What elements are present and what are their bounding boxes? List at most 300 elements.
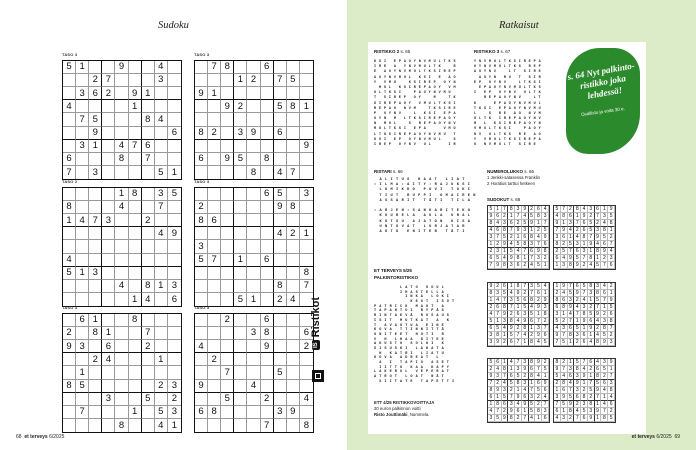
solution-cell: 1 — [508, 283, 515, 290]
sudoku-cell — [155, 314, 168, 327]
sudoku-cell — [129, 166, 142, 179]
solution-cell: 2 — [588, 304, 595, 311]
sudoku-cell — [89, 293, 102, 306]
sudoku-cell — [168, 87, 181, 100]
ristari-row: • A R J E N • S A N K A R I T E K O — [374, 209, 471, 214]
sudoku-cell — [115, 380, 128, 393]
sudoku-cell — [129, 201, 142, 214]
solution-cell: 6 — [488, 394, 495, 401]
solution-cell: 3 — [502, 387, 509, 394]
crossword-row: I R E A Y N V M U L T K R — [374, 65, 459, 70]
solution-cell: 4 — [502, 380, 509, 387]
sudoku-cell: 1 — [89, 140, 102, 153]
solution-cell: 8 — [581, 394, 588, 401]
crossword-row: L S R E A O N V M — [474, 111, 544, 116]
sudoku-cell — [102, 293, 115, 306]
solution-cell: 9 — [574, 380, 581, 387]
solution-cell: 7 — [542, 220, 549, 227]
sudoku-cell: 7 — [76, 113, 89, 126]
sudoku-cell — [247, 61, 260, 74]
solution-cell: 6 — [515, 311, 522, 318]
solution-cell: 4 — [588, 262, 595, 269]
sudoku-cell — [221, 280, 234, 293]
solution-cell: 9 — [542, 297, 549, 304]
sudoku-cell — [247, 366, 260, 379]
sudoku-cell — [300, 406, 313, 419]
solution-cell: 5 — [554, 373, 561, 380]
solution-cell: 4 — [488, 227, 495, 234]
solution-cell: 8 — [588, 283, 595, 290]
sudoku-cell — [155, 153, 168, 166]
sudoku-cell: 3 — [168, 380, 181, 393]
solution-cell: 3 — [554, 234, 561, 241]
solution-cell: 9 — [581, 373, 588, 380]
sudoku-cell — [300, 74, 313, 87]
ristari-row: K U T S U A J A T O N K I S A — [374, 219, 471, 224]
brand-badge: IS — [313, 342, 319, 348]
solution-cell: 4 — [601, 220, 608, 227]
solution-cell: 2 — [522, 262, 529, 269]
solution-cell: 3 — [601, 318, 608, 325]
solution-cell: 5 — [581, 283, 588, 290]
sudoku-cell — [208, 240, 221, 253]
sudoku-cell: 4 — [63, 254, 76, 267]
sudoku-cell — [63, 188, 76, 201]
solution-cell: 9 — [588, 325, 595, 332]
sudoku-cell — [63, 419, 76, 432]
palkinto-row: A I T A P I O A S E T — [374, 361, 450, 365]
solution-cell: 9 — [554, 220, 561, 227]
sudoku-cell — [89, 406, 102, 419]
sudoku-cell — [261, 127, 274, 140]
solution-cell: 2 — [601, 373, 608, 380]
crossword-row: P O Y N V L K S I E P A — [374, 111, 459, 116]
sudoku-cell: 4 — [76, 214, 89, 227]
solution-cell: 1 — [608, 290, 615, 297]
solution-cell: 5 — [542, 227, 549, 234]
sudoku-cell — [102, 366, 115, 379]
sudoku-cell — [63, 280, 76, 293]
solution-cell: 7 — [568, 248, 575, 255]
sudoku-cell: 5 — [195, 254, 208, 267]
crossword-row: Y N V M U L T K S I R E P A — [474, 60, 544, 64]
sudoku-cell — [89, 100, 102, 113]
brand-name: Ristikot — [310, 296, 322, 338]
sudoku-cell — [102, 166, 115, 179]
sudoku-cell — [221, 267, 234, 280]
sudoku-cell: 5 — [274, 100, 287, 113]
solution-cell: 7 — [554, 227, 561, 234]
sudoku-cell — [102, 267, 115, 280]
solution-cell: 3 — [495, 290, 502, 297]
sudoku-cell — [300, 353, 313, 366]
sudoku-cell — [234, 314, 247, 327]
sudoku-cell — [142, 201, 155, 214]
solution-cell: 1 — [561, 220, 568, 227]
solution-cell: 9 — [554, 366, 561, 373]
sudoku-cell: 3 — [89, 267, 102, 280]
sudoku-cell — [274, 140, 287, 153]
sudoku-cell: 2 — [142, 340, 155, 353]
solution-cell: 3 — [568, 366, 575, 373]
solution-cell: 2 — [561, 241, 568, 248]
sudoku-cell: 9 — [221, 100, 234, 113]
solution-cell: 6 — [508, 220, 515, 227]
solution-cell: 1 — [529, 325, 536, 332]
et-terveys-label: ET TERVEYS 5/25 — [374, 268, 412, 273]
sudoku-cell — [142, 227, 155, 240]
solution-cell: 6 — [508, 373, 515, 380]
sudoku-cell — [261, 406, 274, 419]
solution-cell: 3 — [522, 311, 529, 318]
solution-cell: 4 — [529, 415, 536, 422]
solution-cell: 1 — [588, 373, 595, 380]
solution-cell: 7 — [574, 311, 581, 318]
solution-cell: 8 — [488, 220, 495, 227]
sudoku-cell: 7 — [208, 61, 221, 74]
solution-cell: 6 — [574, 283, 581, 290]
sudoku-cell: 4 — [142, 293, 155, 306]
solution-cell: 4 — [608, 248, 615, 255]
solution-cell: 3 — [535, 325, 542, 332]
solution-cell: 9 — [568, 401, 575, 408]
sudoku-cell — [221, 353, 234, 366]
sudoku-cell: 8 — [129, 314, 142, 327]
solution-cell: 2 — [542, 359, 549, 366]
solution-cell: 3 — [508, 401, 515, 408]
page-title: Sudoku — [158, 20, 189, 31]
solution-cell: 4 — [601, 283, 608, 290]
solution-cell: 6 — [581, 227, 588, 234]
solution-cell: 9 — [561, 227, 568, 234]
sudoku-cell — [287, 340, 300, 353]
solution-cell: 9 — [595, 387, 602, 394]
crossword-row: K S I E P A O Y N V M U L T K S — [374, 60, 459, 64]
solution-cell: 2 — [529, 206, 536, 213]
sudoku-cell — [274, 214, 287, 227]
sudoku-cell: 6 — [142, 140, 155, 153]
sudoku-cell — [89, 380, 102, 393]
solution-cell: 4 — [542, 394, 549, 401]
sudoku-cell: 5 — [155, 406, 168, 419]
solution-cell: 7 — [595, 304, 602, 311]
crossword-row: N V U L T K S R E A O — [474, 132, 544, 137]
solution-cell: 1 — [568, 359, 575, 366]
sudoku-cell — [300, 214, 313, 227]
sudoku-cell — [168, 314, 181, 327]
sudoku-cell: 7 — [155, 201, 168, 214]
solution-cell: 2 — [574, 401, 581, 408]
solution-cell: 7 — [581, 255, 588, 262]
sudoku-cell: 3 — [102, 393, 115, 406]
solution-cell: 2 — [601, 311, 608, 318]
solution-cell: 8 — [568, 332, 575, 339]
solution-cell: 1 — [581, 241, 588, 248]
solution-cell: 4 — [535, 339, 542, 346]
solution-cell: 8 — [608, 318, 615, 325]
sudoku-cell: 9 — [261, 340, 274, 353]
sudoku-cell — [76, 353, 89, 366]
sudoku-cell — [195, 366, 208, 379]
solution-cell: 3 — [581, 401, 588, 408]
solution-cell: 2 — [502, 339, 509, 346]
sudoku-cell: 9 — [195, 380, 208, 393]
crossword-row: O N V M U L T S I R E — [474, 143, 544, 147]
solution-cell: 1 — [515, 387, 522, 394]
sudoku-cell — [102, 314, 115, 327]
solution-cell: 7 — [515, 339, 522, 346]
solution-cell: 6 — [502, 401, 509, 408]
solution-cell: 8 — [515, 283, 522, 290]
solution-cell: 7 — [529, 387, 536, 394]
sudoku-cell — [63, 366, 76, 379]
solution-cell: 7 — [508, 227, 515, 234]
palkinto-row: U N I T E E T H U T I R — [374, 332, 445, 337]
sudoku-cell — [221, 327, 234, 340]
sudoku-cell: 7 — [76, 406, 89, 419]
solution-cell: 9 — [608, 359, 615, 366]
solution-cell: 7 — [502, 373, 509, 380]
sudoku-cell: 6 — [261, 314, 274, 327]
solution-cell: 1 — [595, 415, 602, 422]
sudoku-cell: 9 — [168, 227, 181, 240]
sudoku-cell: 4 — [115, 280, 128, 293]
sudoku-cell — [261, 166, 274, 179]
puzzle-level: TASO 3 — [62, 305, 78, 310]
sudoku-cell: 8 — [195, 214, 208, 227]
solution-cell: 1 — [529, 380, 536, 387]
solution-cell: 1 — [502, 248, 509, 255]
sudoku-cell — [129, 113, 142, 126]
sudoku-grid — [62, 60, 182, 180]
sudoku-cell — [195, 227, 208, 240]
sudoku-cell — [208, 393, 221, 406]
solution-cell: 7 — [535, 318, 542, 325]
sudoku-cell: 8 — [261, 153, 274, 166]
sudoku-cell — [129, 254, 142, 267]
sudoku-cell — [142, 366, 155, 379]
sudoku-cell — [142, 406, 155, 419]
sudoku-cell — [195, 113, 208, 126]
solution-cell: 7 — [515, 359, 522, 366]
solution-cell: 9 — [515, 394, 522, 401]
sudoku-cell — [274, 61, 287, 74]
sudoku-cell: 1 — [115, 188, 128, 201]
sudoku-cell: 4 — [195, 340, 208, 353]
sudoku-cell — [208, 280, 221, 293]
solution-cell: 2 — [508, 311, 515, 318]
solution-cell: 1 — [522, 255, 529, 262]
solution-cell: 7 — [535, 366, 542, 373]
solution-cell: 5 — [495, 415, 502, 422]
ristari-row: K U U R E L A A U L A U R A L — [374, 214, 471, 219]
solution-cell: 8 — [542, 248, 549, 255]
sudoku-cell — [247, 100, 260, 113]
sudoku-cell — [142, 254, 155, 267]
solution-cell: 1 — [508, 366, 515, 373]
ristari-row: A U T O E N I T E N T Ä T I — [374, 229, 465, 234]
solution-cell: 2 — [488, 366, 495, 373]
solution-cell: 2 — [554, 380, 561, 387]
sudoku-cell — [115, 366, 128, 379]
solution-grid — [487, 205, 550, 270]
sudoku-cell — [234, 380, 247, 393]
sudoku-cell: 3 — [300, 188, 313, 201]
solution-cell: 6 — [581, 332, 588, 339]
sudoku-cell — [208, 327, 221, 340]
sudoku-cell — [208, 166, 221, 179]
solution-cell: 9 — [595, 234, 602, 241]
sudoku-cell: 3 — [247, 327, 260, 340]
solution-cell: 9 — [488, 373, 495, 380]
sudoku-cell — [63, 353, 76, 366]
solution-cell: 7 — [608, 325, 615, 332]
solution-cell: 3 — [495, 248, 502, 255]
crossword-row: U L T K I R E P A O Y N V — [474, 117, 544, 122]
sudoku-cell — [287, 113, 300, 126]
solution-cell: 5 — [502, 234, 509, 241]
sudoku-cell — [142, 353, 155, 366]
solution-cell: 6 — [568, 325, 575, 332]
sudoku-cell: 6 — [102, 340, 115, 353]
sudoku-cell — [234, 340, 247, 353]
crossword-row: R E P A O Y N V L T — [474, 96, 544, 101]
sudoku-cell — [274, 267, 287, 280]
solution-cell: 3 — [574, 373, 581, 380]
solution-cell: 2 — [502, 213, 509, 220]
sudoku-cell: 7 — [208, 254, 221, 267]
sudoku-cell: 8 — [274, 280, 287, 293]
solution-cell: 4 — [608, 394, 615, 401]
solution-cell: 9 — [608, 206, 615, 213]
solution-cell: 9 — [522, 206, 529, 213]
sudoku-cell — [247, 254, 260, 267]
sudoku-cell: 3 — [102, 214, 115, 227]
solution-cell: 9 — [535, 304, 542, 311]
solution-cell: 5 — [529, 311, 536, 318]
sudoku-cell — [208, 140, 221, 153]
sudoku-cell — [76, 227, 89, 240]
sudoku-cell — [63, 227, 76, 240]
sudoku-cell: 6 — [261, 254, 274, 267]
solution-cell: 4 — [581, 297, 588, 304]
sudoku-cell: 1 — [155, 353, 168, 366]
solution-cell: 3 — [561, 325, 568, 332]
sudoku-cell — [142, 188, 155, 201]
solution-cell: 4 — [574, 304, 581, 311]
sudoku-cell: 2 — [234, 100, 247, 113]
magazine-name: et terveys — [631, 434, 655, 440]
sudoku-cell — [115, 267, 128, 280]
solution-cell: 3 — [502, 318, 509, 325]
solution-cell: 5 — [595, 262, 602, 269]
solution-cell: 4 — [515, 248, 522, 255]
solution-cell: 5 — [522, 220, 529, 227]
sudoku-cell — [234, 393, 247, 406]
sudoku-cell: 2 — [247, 74, 260, 87]
crossword-row: I E P O Y N V U L T K — [474, 91, 544, 96]
sudoku-cell — [208, 227, 221, 240]
solution-cell: 4 — [554, 415, 561, 422]
sudoku-cell — [76, 201, 89, 214]
sudoku-cell — [221, 406, 234, 419]
sudoku-cell: 2 — [221, 314, 234, 327]
sudoku-cell — [115, 87, 128, 100]
solution-cell: 9 — [502, 241, 509, 248]
solution-cell: 5 — [508, 380, 515, 387]
solution-cell: 2 — [554, 290, 561, 297]
sudoku-cell: 6 — [208, 214, 221, 227]
sudoku-cell — [287, 87, 300, 100]
sudoku-cell — [234, 366, 247, 379]
sudoku-cell — [287, 280, 300, 293]
solution-cell: 3 — [568, 297, 575, 304]
sudoku-cell — [115, 113, 128, 126]
sudoku-cell — [168, 267, 181, 280]
crossword-row: Y V M U K S I R E P O Y N — [374, 80, 459, 85]
sudoku-cell: 4 — [155, 61, 168, 74]
sudoku-cell — [195, 280, 208, 293]
sudoku-cell — [247, 201, 260, 214]
sudoku-cell — [300, 61, 313, 74]
solution-cell: 5 — [529, 408, 536, 415]
solution-cell: 5 — [608, 415, 615, 422]
solution-cell: 9 — [522, 366, 529, 373]
sudoku-cell — [287, 327, 300, 340]
sudoku-cell — [155, 267, 168, 280]
sudoku-cell: 2 — [102, 87, 115, 100]
sudoku-cell — [274, 393, 287, 406]
solution-cell: 8 — [554, 241, 561, 248]
crossword-row: O Y N V M U L T K S R E P — [474, 65, 544, 70]
sudoku-cell: 8 — [129, 188, 142, 201]
sudoku-cell — [129, 61, 142, 74]
solution-cell: 5 — [595, 297, 602, 304]
sudoku-cell: 6 — [171, 293, 178, 305]
solution-cell: 1 — [588, 297, 595, 304]
solution-cell: 9 — [515, 290, 522, 297]
sudoku-cell — [208, 340, 221, 353]
sudoku-cell: 2 — [168, 393, 181, 406]
solution-cell: 2 — [522, 290, 529, 297]
sudoku-cell: 9 — [300, 140, 313, 153]
solution-cell: 7 — [515, 213, 522, 220]
solution-cell: 6 — [495, 304, 502, 311]
sudoku-cell: 3 — [155, 74, 168, 87]
sudoku-cell — [247, 280, 260, 293]
solution-cell: 5 — [554, 206, 561, 213]
palkinto-row: V H L H A A Ä I T E E — [374, 337, 445, 342]
sudoku-cell: 5 — [76, 380, 89, 393]
solution-cell: 5 — [568, 290, 575, 297]
sudoku-cell — [287, 153, 300, 166]
sudoku-cell — [261, 214, 274, 227]
solution-cell: 9 — [488, 213, 495, 220]
solution-cell: 2 — [488, 304, 495, 311]
sudoku-cell — [195, 353, 208, 366]
sudoku-cell — [142, 61, 155, 74]
crossword-row: M U L T K S I E P A V M U — [374, 127, 459, 132]
sudoku-cell: 2 — [274, 293, 287, 306]
sudoku-cell — [208, 380, 221, 393]
solution-cell: 4 — [502, 255, 509, 262]
sudoku-cell: 2 — [208, 353, 221, 366]
solution-cell: 1 — [502, 332, 509, 339]
sudoku-cell — [102, 406, 115, 419]
sudoku-cell — [129, 380, 142, 393]
puzzle-level: TASO 3 — [194, 305, 210, 310]
crossword-row: T S I R E P O Y M T K — [374, 96, 459, 101]
